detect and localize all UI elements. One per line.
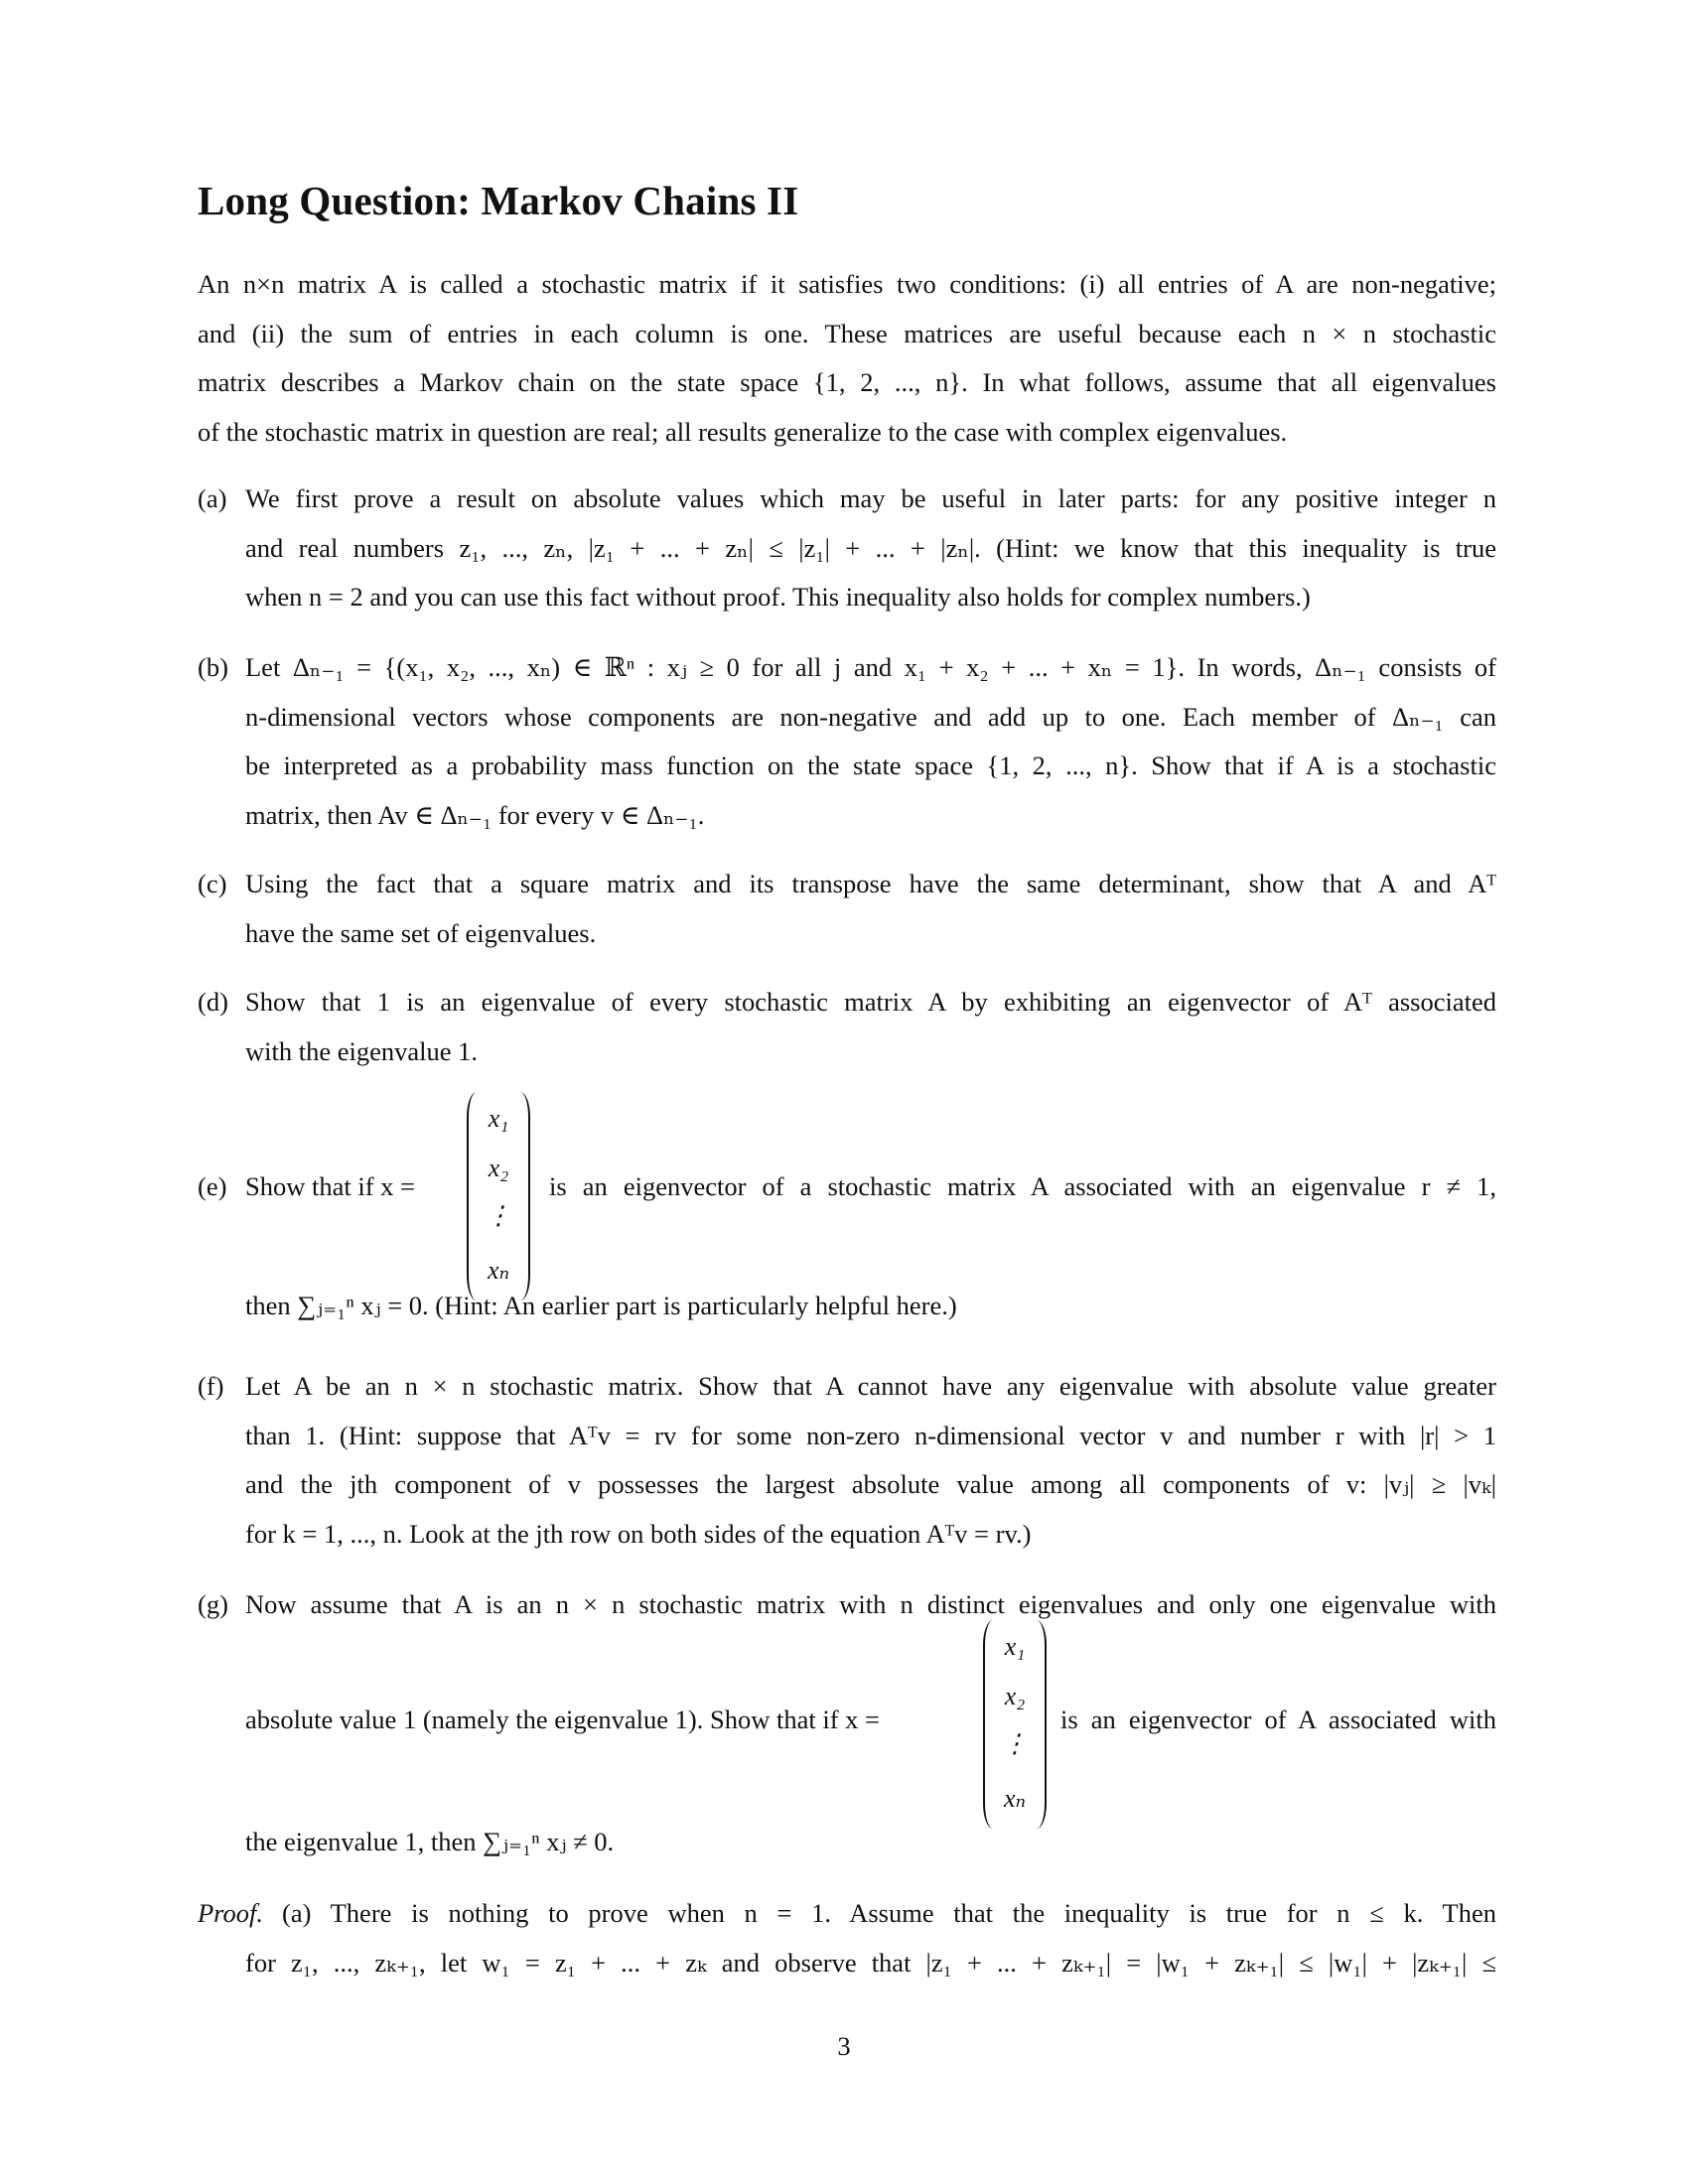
intro-paragraph <box>198 260 1496 457</box>
page-title: Long Question: Markov Chains II <box>198 178 799 223</box>
vector-entry: x₂ <box>1004 1682 1026 1710</box>
page-number: 3 <box>837 2031 851 2061</box>
proof-line: for z₁, ..., zₖ₊₁, let w₁ = z₁ + ... + zₖ and observe that |z₁ + ... + zₖ₊₁| = |w₁ + zₖ₊₁| ≤ |w₁| + |zₖ₊₁| ≤ <box>245 1948 1496 1978</box>
question-label: (b) <box>198 652 228 682</box>
question-g <box>198 1580 1496 1630</box>
question-line: with the eigenvalue 1. <box>245 1035 479 1066</box>
question-a <box>198 475 1496 622</box>
vector-entry: x₁ <box>1004 1632 1026 1661</box>
vector-entry: x₁ <box>488 1104 509 1133</box>
question-b <box>198 643 1496 840</box>
question-line: and the jth component of v possesses the largest absolute value among all components of v: |vⱼ| ≥ |vₖ| <box>245 1469 1496 1499</box>
question-line: have the same set of eigenvalues. <box>245 917 597 948</box>
question-line: be interpreted as a probability mass function on the state space {1, 2, ..., n}. Show that if A is a stochastic <box>245 751 1496 780</box>
question-line: Let Δₙ₋₁ = {(x₁, x₂, ..., xₙ) ∈ ℝⁿ : xⱼ ≥ 0 for all j and x₁ + x₂ + ... + xₙ = 1}. In words, Δₙ₋₁ consists of <box>245 652 1496 682</box>
question-c <box>198 860 1496 958</box>
question-label: (g) <box>198 1589 228 1619</box>
question-line: when n = 2 and you can use this fact without proof. This inequality also holds for complex numbers.) <box>245 582 1311 612</box>
question-e-lead: Show that if x = <box>245 1171 415 1201</box>
question-line: and real numbers z₁, ..., zₙ, |z₁ + ... + zₙ| ≤ |z₁| + ... + |zₙ|. (Hint: we know that this inequality is true <box>245 532 1496 563</box>
question-label: (a) <box>198 483 227 513</box>
question-g-lead: absolute value 1 (namely the eigenvalue 1). Show that if x = <box>245 1705 880 1734</box>
question-label: (f) <box>198 1371 224 1401</box>
vector-entry: x₂ <box>488 1154 509 1182</box>
vector-entry: xₙ <box>487 1256 510 1285</box>
column-vector <box>467 1092 530 1300</box>
question-line: Using the fact that a square matrix and its transpose have the same determinant, show that A and Aᵀ <box>245 869 1496 898</box>
question-label: (c) <box>198 869 227 898</box>
intro-line: matrix describes a Markov chain on the state space {1, 2, ..., n}. In what follows, assume that all eigenvalues <box>198 367 1496 397</box>
intro-line: An n×n matrix A is called a stochastic matrix if it satisfies two conditions: (i) all entries of A are non-negative; <box>198 269 1496 299</box>
intro-line: of the stochastic matrix in question are real; all results generalize to the case with complex eigenvalues. <box>198 416 1288 447</box>
vector-entry: ⋮ <box>1002 1729 1028 1758</box>
vector-entry: ⋮ <box>486 1201 511 1230</box>
question-line: for k = 1, ..., n. Look at the jth row on both sides of the equation Aᵀv = rv.) <box>245 1518 1032 1549</box>
intro-line: and (ii) the sum of entries in each column is one. These matrices are useful because each n × n stochastic <box>198 318 1496 348</box>
question-e-tail: is an eigenvector of a stochastic matrix A associated with an eigenvalue r ≠ 1, <box>549 1171 1496 1201</box>
question-line: matrix, then Av ∈ Δₙ₋₁ for every v ∈ Δₙ₋₁. <box>245 799 705 830</box>
proof-label: Proof. <box>198 1898 264 1928</box>
question-label: (e) <box>198 1171 227 1201</box>
question-line: Let A be an n × n stochastic matrix. Show that A cannot have any eigenvalue with absolute value greater <box>245 1371 1496 1401</box>
question-f <box>198 1362 1496 1559</box>
vector-entry: xₙ <box>1003 1784 1027 1813</box>
proof-line: (a) There is nothing to prove when n = 1. Assume that the inequality is true for n ≤ k. Then <box>282 1898 1496 1928</box>
question-line: We first prove a result on absolute values which may be useful in later parts: for any positive integer n <box>245 483 1496 513</box>
question-line: n-dimensional vectors whose components are non-negative and add up to one. Each member of Δₙ₋₁ can <box>245 701 1496 732</box>
question-line: Now assume that A is an n × n stochastic matrix with n distinct eigenvalues and only one eigenvalue with <box>245 1589 1496 1619</box>
question-label: (d) <box>198 987 228 1017</box>
question-g-tail: is an eigenvector of A associated with <box>1060 1705 1496 1734</box>
column-vector <box>983 1620 1047 1829</box>
question-e-after: then ∑ⱼ₌₁ⁿ xⱼ = 0. (Hint: An earlier part is particularly helpful here.) <box>245 1291 957 1320</box>
question-line: Show that 1 is an eigenvalue of every stochastic matrix A by exhibiting an eigenvector of Aᵀ associated <box>245 987 1496 1017</box>
question-d <box>198 978 1496 1076</box>
question-g-after: the eigenvalue 1, then ∑ⱼ₌₁ⁿ xⱼ ≠ 0. <box>245 1827 615 1856</box>
question-line: than 1. (Hint: suppose that Aᵀv = rv for some non-zero n-dimensional vector v and number r with |r| > 1 <box>245 1420 1496 1450</box>
